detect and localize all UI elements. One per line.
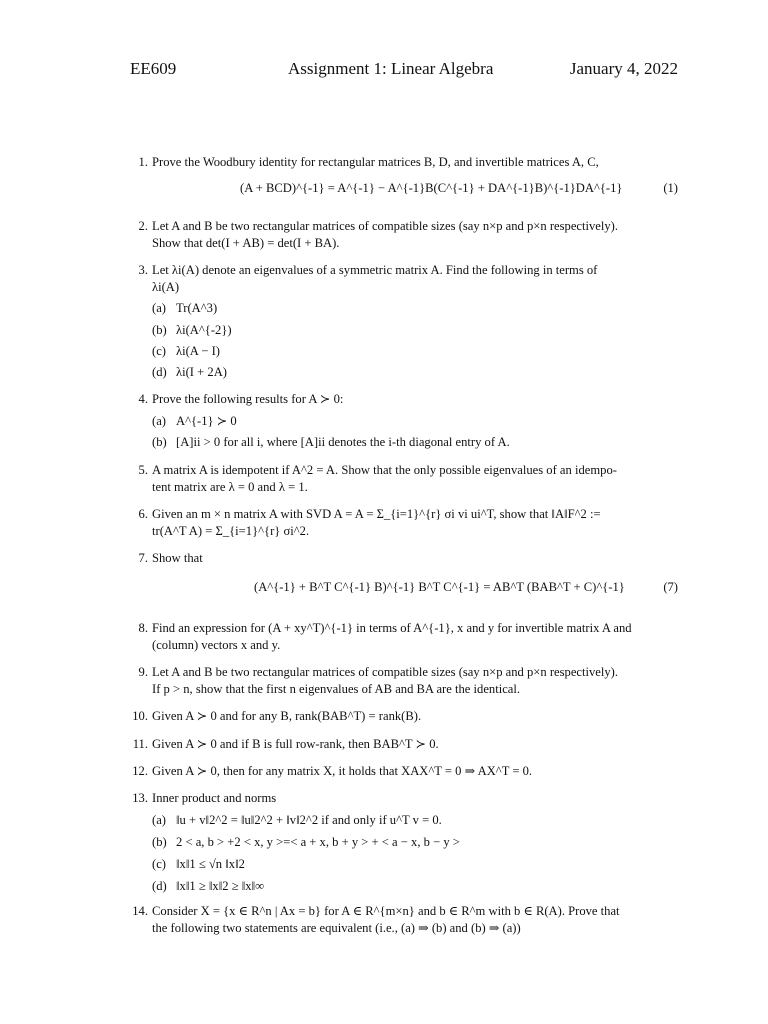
subitem-text: Tr(A^3) <box>176 301 218 315</box>
problem-text-line: Show that <box>152 551 203 565</box>
problem-text-line: Find an expression for (A + xy^T)^{-1} in terms of A^{-1}, x and y for invertible matrix A and <box>152 621 632 635</box>
equation-number: (1) <box>663 181 678 195</box>
subitem-label: (b) <box>152 435 167 449</box>
problem-text-line: Inner product and norms <box>152 791 277 805</box>
subitem-label: (c) <box>152 857 166 871</box>
problem-text-line: A matrix A is idempotent if A^2 = A. Show that the only possible eigenvalues of an idempo- <box>152 463 617 477</box>
subitem-label: (c) <box>152 344 166 358</box>
problem-number: 4. <box>138 392 148 406</box>
problem-number: 10. <box>132 709 148 723</box>
subitem <box>152 300 217 317</box>
problem-text-line: Prove the following results for A ≻ 0: <box>152 392 344 406</box>
problem-text-line: Let λi(A) denote an eigenvalues of a symmetric matrix A. Find the following in terms of <box>152 263 598 277</box>
problem-number: 1. <box>138 155 148 169</box>
problem-number: 14. <box>132 904 148 918</box>
subitem-text: ‖x‖1 ≥ ‖x‖2 ≥ ‖x‖∞ <box>176 879 265 893</box>
problem-text-line: Given A ≻ 0 and for any B, rank(BAB^T) = rank(B). <box>152 709 422 723</box>
subitem <box>152 834 460 851</box>
subitem <box>152 322 232 339</box>
problem-text-line: Given A ≻ 0 and if B is full row-rank, then BAB^T ≻ 0. <box>152 737 439 751</box>
subitem-text: λi(I + 2A) <box>176 365 227 379</box>
problem-number: 3. <box>138 263 148 277</box>
problem-number: 8. <box>138 621 148 635</box>
problem-text-line: tent matrix are λ = 0 and λ = 1. <box>152 479 308 494</box>
problem-number: 6. <box>138 507 148 521</box>
assignment-title: Assignment 1: Linear Algebra <box>288 59 494 78</box>
subitem <box>152 364 227 381</box>
problem-number: 5. <box>138 463 148 477</box>
assignment-date: January 4, 2022 <box>569 59 678 78</box>
problem-number: 12. <box>132 764 148 778</box>
subitem-label: (a) <box>152 813 166 827</box>
subitem-label: (b) <box>152 323 167 337</box>
problem-text-line: Let A and B be two rectangular matrices of compatible sizes (say n×p and p×n respectively). <box>152 219 619 233</box>
problem-text-line: Given an m × n matrix A with SVD A = A = Σ_{i=1}^{r} σi vi ui^T, show that ‖A‖F^2 := <box>152 507 601 521</box>
subitem <box>152 812 442 829</box>
subitem-text: λi(A − I) <box>176 344 220 358</box>
problem-text-line: tr(A^T A) = Σ_{i=1}^{r} σi^2. <box>152 523 310 538</box>
subitem <box>152 343 220 360</box>
course-code: EE609 <box>130 59 177 78</box>
problem-text-line: Show that det(I + AB) = det(I + BA). <box>152 235 340 250</box>
subitem-text: λi(A^{-2}) <box>176 323 232 337</box>
subitem-text: A^{-1} ≻ 0 <box>176 414 237 428</box>
subitem-label: (a) <box>152 414 166 428</box>
subitem <box>152 856 245 873</box>
problem-text: Prove the Woodbury identity for rectangular matrices B, D, and invertible matrices A, C, <box>152 155 599 169</box>
matrix-equation: (A^{-1} + B^T C^{-1} B)^{-1} B^T C^{-1} = AB^T (BAB^T + C)^{-1} <box>254 580 625 594</box>
subitem <box>152 434 510 451</box>
problem-text-line: Given A ≻ 0, then for any matrix X, it holds that XAX^T = 0 ⇒ AX^T = 0. <box>152 764 533 778</box>
subitem-label: (b) <box>152 835 167 849</box>
problem-number: 11. <box>132 737 148 751</box>
subitem <box>152 878 264 895</box>
subitem-label: (d) <box>152 365 167 379</box>
subitem-text: 2 < a, b > +2 < x, y >=< a + x, b + y > + < a − x, b − y > <box>176 835 460 849</box>
problem-number: 13. <box>132 791 148 805</box>
page-header <box>130 59 678 83</box>
problem-text-line: Let A and B be two rectangular matrices of compatible sizes (say n×p and p×n respectively). <box>152 665 619 679</box>
woodbury-equation: (A + BCD)^{-1} = A^{-1} − A^{-1}B(C^{-1} + DA^{-1}B)^{-1}DA^{-1} <box>240 181 623 195</box>
subitem-text: [A]ii > 0 for all i, where [A]ii denotes the i-th diagonal entry of A. <box>176 435 510 449</box>
subitem-label: (a) <box>152 301 166 315</box>
subitem-text: ‖x‖1 ≤ √n ‖x‖2 <box>176 857 245 871</box>
problem-text-line: If p > n, show that the first n eigenvalues of AB and BA are the identical. <box>152 681 521 696</box>
equation-number: (7) <box>663 580 678 594</box>
problem-number: 7. <box>138 551 148 565</box>
problem-number: 9. <box>138 665 148 679</box>
problem-text-line: Consider X = {x ∈ R^n | Ax = b} for A ∈ R^{m×n} and b ∈ R^m with b ∈ R(A). Prove that <box>152 904 620 918</box>
subitem-label: (d) <box>152 879 167 893</box>
subitem <box>152 413 237 430</box>
problem-text-line: (column) vectors x and y. <box>152 637 281 652</box>
subitem-text: ‖u + v‖2^2 = ‖u‖2^2 + ‖v‖2^2 if and only if u^T v = 0. <box>176 813 442 827</box>
problem-number: 2. <box>138 219 148 233</box>
problem-text-line: λi(A) <box>152 279 180 294</box>
problem-text-line: the following two statements are equivalent (i.e., (a) ⇒ (b) and (b) ⇒ (a)) <box>152 920 521 935</box>
